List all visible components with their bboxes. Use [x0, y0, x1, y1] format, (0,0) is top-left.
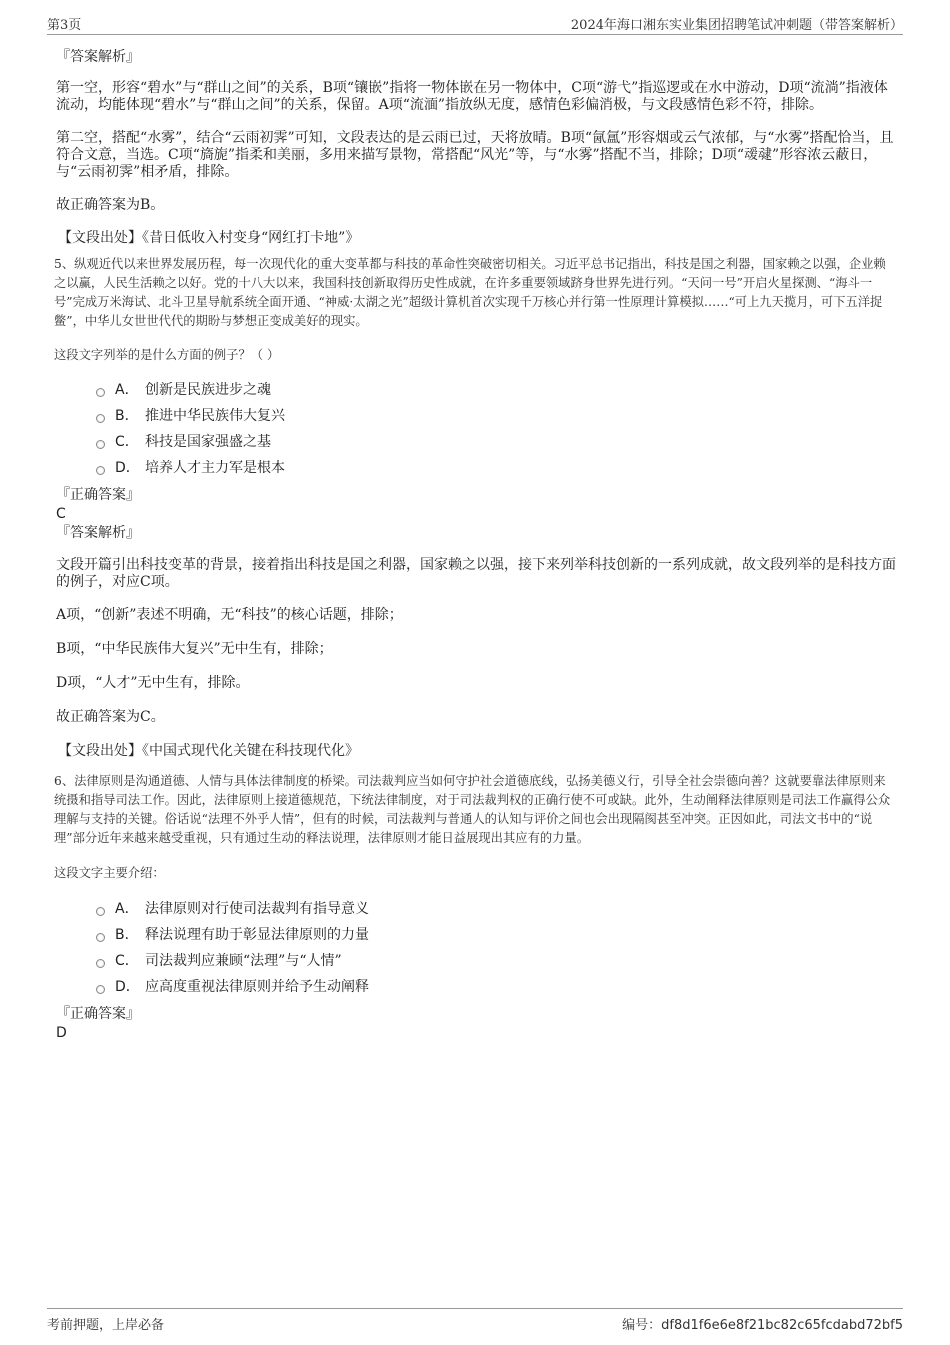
radio-icon[interactable]	[96, 959, 105, 968]
q5-analysis-b: B项，“中华民族伟大复兴”无中生有，排除；	[56, 641, 333, 657]
q5-option-c[interactable]: C． 科技是国家强盛之基	[56, 429, 896, 455]
radio-icon[interactable]	[96, 440, 105, 449]
page-footer	[47, 1308, 903, 1331]
code-value: df8d1f6e6e8f21bc82c65fcdabd72bf5	[661, 1318, 903, 1333]
q6-stem: 6、法律原则是沟通道德、人情与具体法律制度的桥梁。司法裁判应当如何守护社会道德底线，弘扬美德义行，引导全社会崇德向善？这就要靠法律原则来统摄和指导司法工作。因此，法律原则上接道德规范，下统法律制度，对于司法裁判权的正确行使不可或缺。此外，生动阐释法律原则是司法工作赢得公众理解与支持的关键。俗话说“法理不外乎人情”，但有的时候，司法裁判与普通人的认知与评价之间也会出现隔阂甚至冲突。正因如此，司法文书中的“说理”部分近年来越来越受重视，只有通过生动的释法说理，法律原则才能日益展现出其应有的力量。	[54, 774, 891, 845]
q5-option-b[interactable]: B． 推进中华民族伟大复兴	[56, 403, 896, 429]
page-header	[47, 14, 903, 35]
q4-analysis-p2: 第二空，搭配“水雾”，结合“云雨初霁”可知，文段表达的是云雨已过，天将放晴。B项“氤氲”形容烟或云气浓郁，与“水雾”搭配恰当，且符合文意，当选。C项“旖旎”指柔和美丽，多用来描写景物，常搭配“风光”等，与“水雾”搭配不当，排除；D项“叆叇”形容浓云蔽日，与“云雨初霁”相矛盾，排除。	[56, 130, 894, 180]
q5-source: 【文段出处】《中国式现代化关键在科技现代化》	[58, 743, 359, 759]
q5-conclusion: 故正确答案为C。	[56, 709, 165, 725]
q5-stem: 5、纵观近代以来世界发展历程，每一次现代化的重大变革都与科技的革命性突破密切相关。习近平总书记指出，科技是国之利器，国家赖之以强，企业赖之以赢，人民生活赖之以好。党的十八大以来，我国科技创新取得历史性成就，在许多重要领域跻身世界先进行列。“天问一号”开启火星探测、“海斗一号”完成万米海试、北斗卫星导航系统全面开通、“神威·太湖之光”超级计算机首次实现千万核心并行第一性原理计算模拟……“可上九天揽月，可下五洋捉鳖”，中华儿女世世代代的期盼与梦想正变成美好的现实。	[54, 257, 886, 328]
q4-analysis-label: 『答案解析』	[56, 49, 140, 65]
q5-correct-label: 『正确答案』	[56, 487, 140, 503]
q4-conclusion: 故正确答案为B。	[56, 197, 165, 213]
document-content	[56, 47, 896, 1042]
q6-option-a[interactable]: A． 法律原则对行使司法裁判有指导意义	[56, 896, 896, 922]
document-code	[622, 1314, 903, 1333]
q5-option-a[interactable]: A． 创新是民族进步之魂	[56, 377, 896, 403]
q6-options	[56, 896, 896, 1000]
document-title: 2024年海口湘东实业集团招聘笔试冲刺题（带答案解析）	[570, 18, 903, 33]
q6-option-c[interactable]: C． 司法裁判应兼顾“法理”与“人情”	[56, 948, 896, 974]
q6-question: 这段文字主要介绍：	[54, 866, 165, 880]
radio-icon[interactable]	[96, 388, 105, 397]
q5-analysis-d: D项，“人才”无中生有，排除。	[56, 675, 250, 691]
radio-icon[interactable]	[96, 907, 105, 916]
radio-icon[interactable]	[96, 466, 105, 475]
q5-analysis-p1: 文段开篇引出科技变革的背景，接着指出科技是国之利器，国家赖之以强，接下来列举科技创新的一系列成就，故文段列举的是科技方面的例子，对应C项。	[56, 557, 896, 590]
q5-option-d[interactable]: D． 培养人才主力军是根本	[56, 455, 896, 481]
radio-icon[interactable]	[96, 414, 105, 423]
q6-option-d[interactable]: D． 应高度重视法律原则并给予生动阐释	[56, 974, 896, 1000]
q5-analysis-label: 『答案解析』	[56, 525, 140, 541]
q6-option-b[interactable]: B． 释法说理有助于彰显法律原则的力量	[56, 922, 896, 948]
q5-options	[56, 377, 896, 481]
q6-correct-answer: D	[56, 1025, 67, 1041]
q5-question: 这段文字列举的是什么方面的例子？（ ）	[54, 348, 280, 362]
q5-analysis-a: A项，“创新”表述不明确，无“科技”的核心话题，排除；	[56, 607, 403, 623]
code-label: 编号：	[622, 1318, 662, 1333]
page-number: 第3页	[47, 18, 82, 33]
radio-icon[interactable]	[96, 933, 105, 942]
q6-correct-label: 『正确答案』	[56, 1006, 140, 1022]
radio-icon[interactable]	[96, 985, 105, 994]
q4-analysis-p1: 第一空，形容“碧水”与“群山之间”的关系，B项“镶嵌”指将一物体嵌在另一物体中，C项“游弋”指巡逻或在水中游动，D项“流淌”指液体流动，均能体现“碧水”与“群山之间”的关系，保留。A项“流湎”指放纵无度，感情色彩偏消极，与文段感情色彩不符，排除。	[56, 80, 888, 113]
footer-slogan: 考前押题，上岸必备	[47, 1318, 165, 1333]
q4-source: 【文段出处】《昔日低收入村变身“网红打卡地”》	[58, 230, 360, 246]
q5-correct-answer: C	[56, 506, 66, 522]
